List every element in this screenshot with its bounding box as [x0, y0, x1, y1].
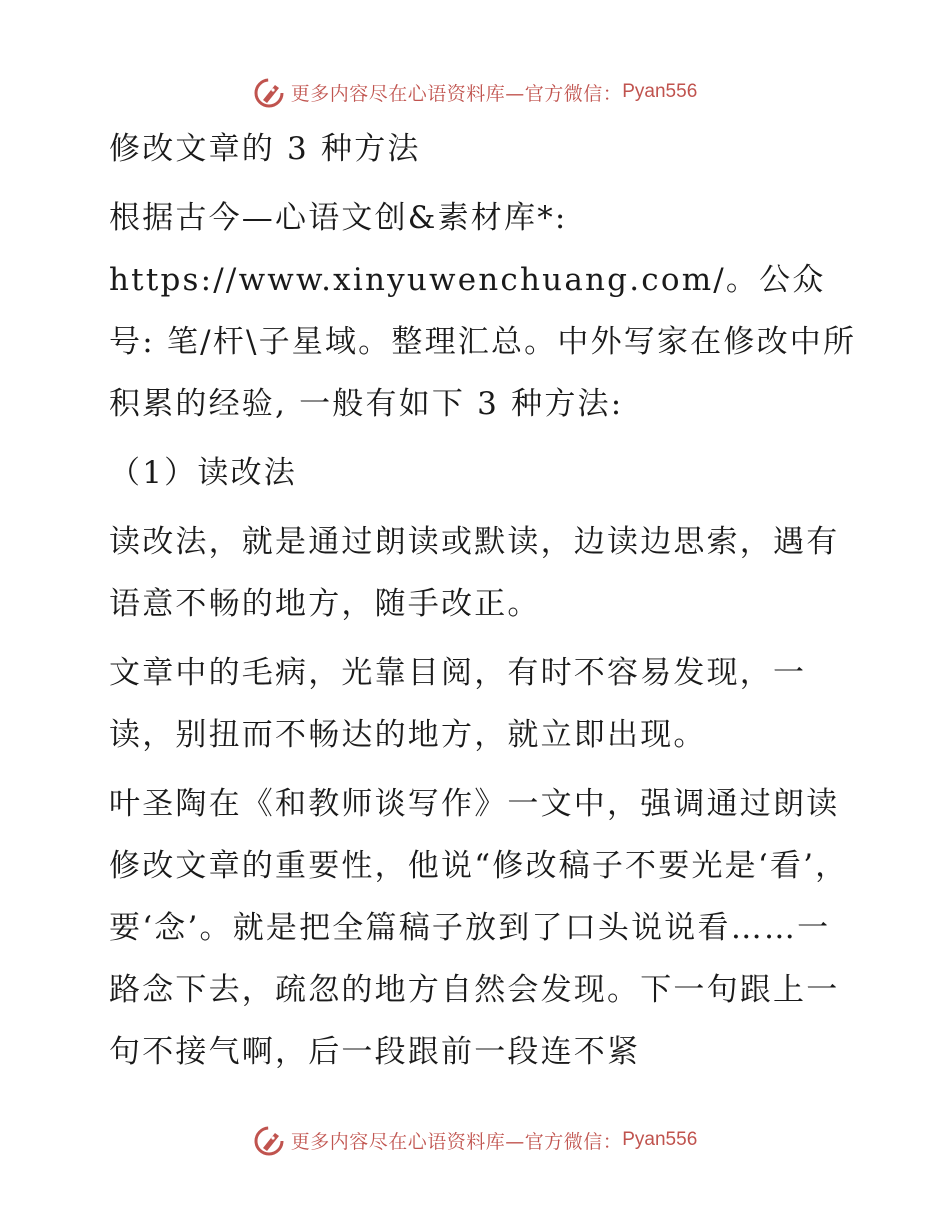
paragraph-definition: 读改法，就是通过朗读或默读，边读边思索，遇有语意不畅的地方，随手改正。: [109, 524, 840, 622]
document-title: 修改文章的 3 种方法: [109, 131, 421, 167]
paragraph-ye-shengtao-quote: 叶圣陶在《和教师谈写作》一文中，强调通过朗读修改文章的重要性，他说“修改稿子不要光是‘看’，要‘念’。就是把全篇稿子放到了口头说说看……一路念下去，疏忽的地方自然会发现。下一句跟上一句不接气啊，后一段跟前一段连不紧: [109, 786, 849, 1070]
watermark-text: 更多内容尽在心语资料库—官方微信：: [290, 82, 623, 105]
watermark-wechat-id: Pyan556: [622, 1129, 698, 1150]
watermark-wechat-id: Pyan556: [622, 81, 698, 102]
section-heading-read-revise: （1）读改法: [109, 455, 297, 491]
header-watermark: [0, 72, 950, 112]
footer-watermark: [0, 1120, 950, 1160]
paragraph-intro: 根据古今—心语文创&素材库*: https://www.xinyuwenchuang.com/。公众号: 笔/杆\子星域。整理汇总。中外写家在修改中所积累的经验, 一般有如下 3 种方法:: [109, 200, 857, 422]
pen-nib-logo-icon: [253, 75, 287, 109]
paragraph-errors: 文章中的毛病，光靠目阅，有时不容易发现，一读，别扭而不畅达的地方，就立即出现。: [109, 655, 807, 753]
pen-nib-logo-icon: [253, 1123, 287, 1157]
watermark-text: 更多内容尽在心语资料库—官方微信：: [290, 1130, 623, 1153]
document-body: [97, 118, 857, 1090]
